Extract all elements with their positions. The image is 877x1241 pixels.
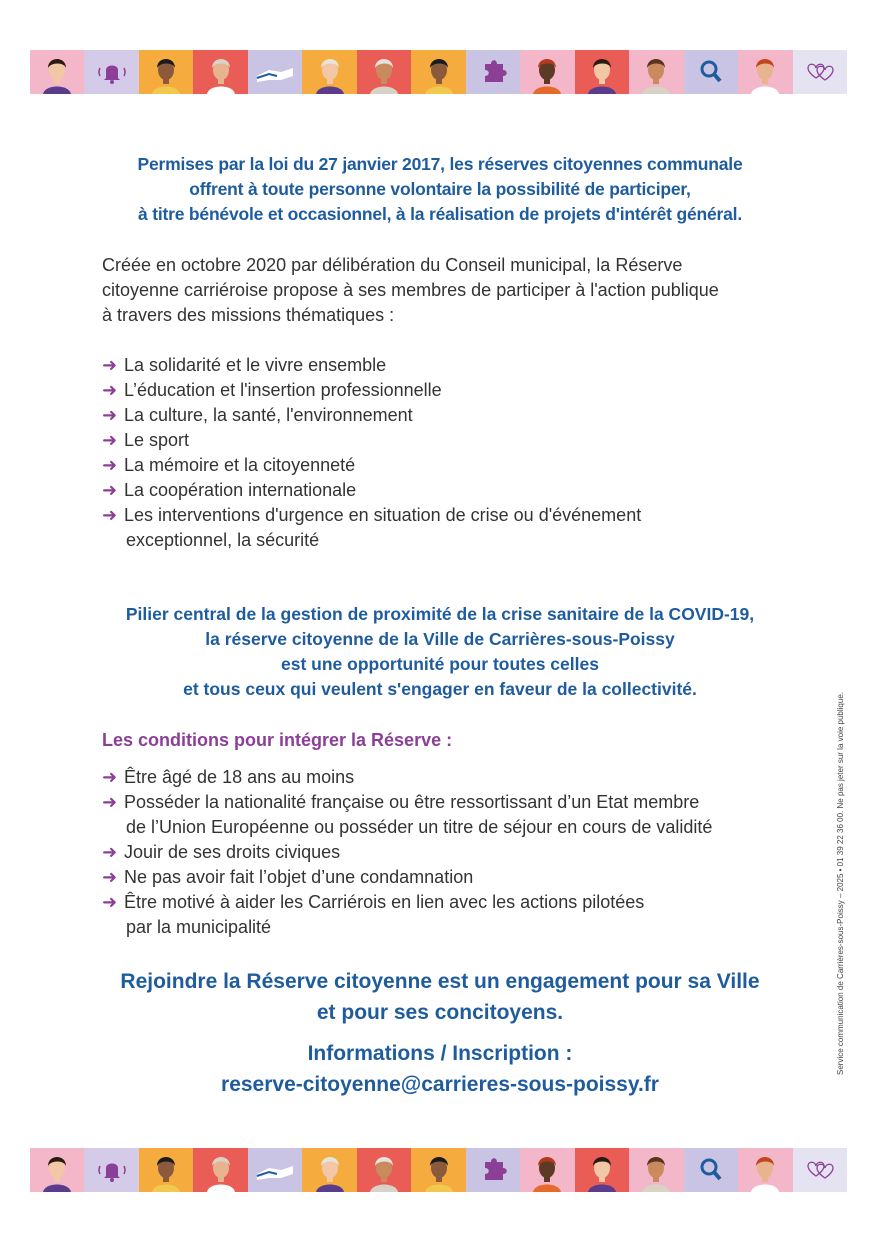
mission-label: La culture, la santé, l'environnement xyxy=(124,405,413,425)
hearts-icon xyxy=(793,1148,847,1192)
elderly-woman-face-icon xyxy=(302,50,356,94)
pillar-line: la réserve citoyenne de la Ville de Carrières-sous-Poissy xyxy=(205,629,675,649)
closing-line: et pour ses concitoyens. xyxy=(316,1001,564,1024)
mission-label-continued: exceptionnel, la sécurité xyxy=(126,530,320,550)
condition-label: Jouir de ses droits civiques xyxy=(124,842,341,862)
puzzle-piece-icon xyxy=(466,50,520,94)
beanie-man-face-icon xyxy=(575,50,629,94)
elderly-man-face-icon xyxy=(357,50,411,94)
arrow-icon: ➜ xyxy=(102,505,118,525)
pillar-line: et tous ceux qui veulent s'engager en faveur de la collectivité. xyxy=(183,679,697,699)
arrow-icon: ➜ xyxy=(102,430,118,450)
mission-label: L’éducation et l'insertion professionnelle xyxy=(124,380,442,400)
pillar-statement xyxy=(60,602,820,702)
intro-line: offrent à toute personne volontaire la possibilité de participer, xyxy=(189,179,691,199)
list-item xyxy=(102,428,792,453)
contact-label: Informations / Inscription : xyxy=(307,1042,573,1065)
redhead-woman-face-icon xyxy=(738,1148,792,1192)
beanie-man-face-icon xyxy=(575,1148,629,1192)
intro-line: à titre bénévole et occasionnel, à la réalisation de projets d'intérêt général. xyxy=(138,204,742,224)
arrow-icon: ➜ xyxy=(102,767,118,787)
top-illustration-band xyxy=(30,50,847,94)
closing-statement xyxy=(60,966,820,1028)
description-paragraph xyxy=(102,253,782,328)
side-legal-note: Service communication de Carrières-sous-Poissy – 2025 • 01 39 22 36 00. Ne pas jeter sur la voie publique. xyxy=(836,691,845,1075)
arrow-icon: ➜ xyxy=(102,405,118,425)
list-item xyxy=(102,378,792,403)
list-item xyxy=(102,790,792,815)
pillar-line: Pilier central de la gestion de proximité de la crise sanitaire de la COVID-19, xyxy=(125,604,755,624)
magnifier-icon xyxy=(684,50,738,94)
pillar-line: est une opportunité pour toutes celles xyxy=(281,654,599,674)
list-item xyxy=(102,453,792,478)
list-item xyxy=(102,403,792,428)
man-face-icon xyxy=(193,1148,247,1192)
bell-icon xyxy=(84,1148,138,1192)
long-hair-woman-face-icon xyxy=(629,50,683,94)
bearded-man-face-icon xyxy=(139,1148,193,1192)
condition-label-continued: de l’Union Européenne ou posséder un titre de séjour en cours de validité xyxy=(126,817,713,837)
list-item xyxy=(102,840,792,865)
puzzle-piece-icon xyxy=(466,1148,520,1192)
arrow-icon: ➜ xyxy=(102,842,118,862)
woman-face-icon xyxy=(30,1148,84,1192)
conditions-list xyxy=(102,765,792,940)
mission-label: La mémoire et la citoyenneté xyxy=(124,455,356,475)
man-face-icon xyxy=(193,50,247,94)
long-hair-woman-face-icon xyxy=(629,1148,683,1192)
woman-face-icon xyxy=(30,50,84,94)
condition-label: Posséder la nationalité française ou être ressortissant d’un Etat membre xyxy=(124,792,700,812)
curly-hair-face-icon xyxy=(520,1148,574,1192)
mission-label: La coopération internationale xyxy=(124,480,357,500)
masked-woman-face-icon xyxy=(411,50,465,94)
intro-paragraph xyxy=(100,152,780,227)
description-line: à travers des missions thématiques : xyxy=(102,305,395,325)
arrow-icon: ➜ xyxy=(102,380,118,400)
intro-line: Permises par la loi du 27 janvier 2017, les réserves citoyennes communale xyxy=(137,154,743,174)
hearts-icon xyxy=(793,50,847,94)
condition-label: Ne pas avoir fait l’objet d’une condamnation xyxy=(124,867,474,887)
condition-label: Être motivé à aider les Carriérois en lien avec les actions pilotées xyxy=(124,892,645,912)
curly-hair-face-icon xyxy=(520,50,574,94)
list-item xyxy=(102,865,792,890)
conditions-title: Les conditions pour intégrer la Réserve : xyxy=(102,730,453,750)
redhead-woman-face-icon xyxy=(738,50,792,94)
masked-woman-face-icon xyxy=(411,1148,465,1192)
handshake-icon xyxy=(248,50,302,94)
description-line: citoyenne carriéroise propose à ses membres de participer à l'action publique xyxy=(102,280,719,300)
list-item xyxy=(102,478,792,503)
elderly-woman-face-icon xyxy=(302,1148,356,1192)
list-item xyxy=(102,765,792,790)
arrow-icon: ➜ xyxy=(102,867,118,887)
mission-label: Le sport xyxy=(124,430,190,450)
description-line: Créée en octobre 2020 par délibération du Conseil municipal, la Réserve xyxy=(102,255,683,275)
magnifier-icon xyxy=(684,1148,738,1192)
condition-label-continued: par la municipalité xyxy=(126,917,272,937)
bearded-man-face-icon xyxy=(139,50,193,94)
mission-label: La solidarité et le vivre ensemble xyxy=(124,355,387,375)
list-item xyxy=(102,503,792,528)
arrow-icon: ➜ xyxy=(102,355,118,375)
elderly-man-face-icon xyxy=(357,1148,411,1192)
bell-icon xyxy=(84,50,138,94)
list-item xyxy=(102,353,792,378)
arrow-icon: ➜ xyxy=(102,455,118,475)
list-item xyxy=(102,890,792,915)
missions-list xyxy=(102,353,792,553)
closing-line: Rejoindre la Réserve citoyenne est un engagement pour sa Ville xyxy=(120,970,760,993)
bottom-illustration-band xyxy=(30,1148,847,1192)
arrow-icon: ➜ xyxy=(102,480,118,500)
condition-label: Être âgé de 18 ans au moins xyxy=(124,767,355,787)
arrow-icon: ➜ xyxy=(102,792,118,812)
contact-email-link[interactable]: reserve-citoyenne@carrieres-sous-poissy.fr xyxy=(221,1073,659,1096)
mission-label: Les interventions d'urgence en situation de crise ou d'événement xyxy=(124,505,642,525)
contact-block xyxy=(60,1038,820,1100)
handshake-icon xyxy=(248,1148,302,1192)
arrow-icon: ➜ xyxy=(102,892,118,912)
